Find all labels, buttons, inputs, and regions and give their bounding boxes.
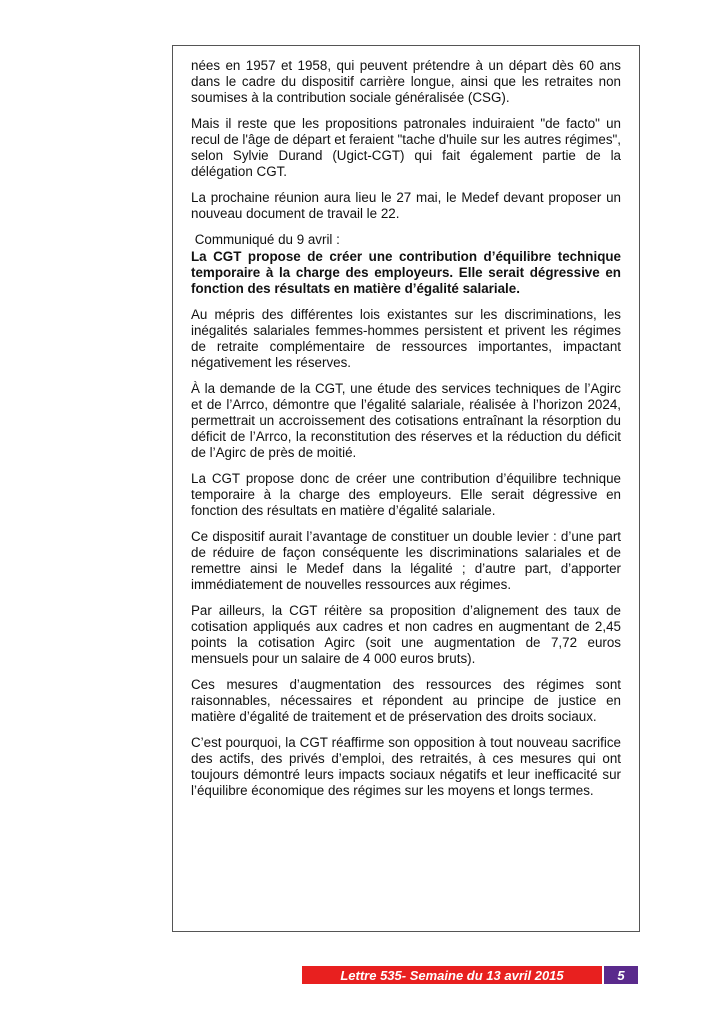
paragraph-continuation: nées en 1957 et 1958, qui peuvent prétendre à un départ dès 60 ans dans le cadre du dispositif carrière longue, ainsi que les retraites non soumises à la contribution sociale généralisée (CSG). [191, 58, 621, 105]
paragraph-measures: Ces mesures d’augmentation des ressources des régimes sont raisonnables, nécessaires et répondent au principe de justice en matière d’égalité de traitement et de préservation des droits sociaux. [191, 677, 621, 724]
footer-title: Lettre 535- Semaine du 13 avril 2015 [302, 966, 602, 984]
paragraph-next-meeting: La prochaine réunion aura lieu le 27 mai, le Medef devant proposer un nouveau document de travail le 22. [191, 190, 621, 221]
paragraph-proposal: La CGT propose donc de créer une contribution d’équilibre technique temporaire à la charge des employeurs. Elle serait dégressive en fonction des résultats en matière d’égalité salariale. [191, 471, 621, 518]
communique-headline: La CGT propose de créer une contribution d’équilibre technique temporaire à la charge des employeurs. Elle serait dégressive en fonction des résultats en matière d’égalité salariale. [191, 249, 621, 296]
paragraph-conclusion: C’est pourquoi, la CGT réaffirme son opposition à tout nouveau sacrifice des actifs, des privés d’emploi, des retraités, à ces mesures qui ont toujours démontré leurs impacts sociaux négatifs et leur inefficacité sur l’équilibre économique des régimes sur les moyens et longs termes. [191, 735, 621, 798]
paragraph-study: À la demande de la CGT, une étude des services techniques de l’Agirc et de l’Arrco, démontre que l’égalité salariale, réalisée à l’horizon 2024, permettrait un accroissement des cotisations entraînant la résorption du déficit de l’Arrco, la reconstitution des réserves et la réduction du déficit de l’Agirc de près de moitié. [191, 381, 621, 460]
paragraph-double-lever: Ce dispositif aurait l’avantage de constituer un double levier : d’une part de réduire de façon conséquente les discriminations salariales et de remettre ainsi le Medef dans la légalité ; d’autre part, d’apporter immédiatement de nouvelles ressources aux régimes. [191, 529, 621, 592]
paragraph-inequalities: Au mépris des différentes lois existantes sur les discriminations, les inégalités salariales femmes-hommes persistent et privent les régimes de retraite complémentaire de ressources importantes, impactant négativement les réserves. [191, 307, 621, 370]
article-frame [172, 45, 640, 932]
page-number: 5 [604, 966, 638, 984]
page-footer [302, 966, 638, 984]
communique-date: Communiqué du 9 avril : [191, 232, 340, 247]
paragraph-alignment: Par ailleurs, la CGT réitère sa proposition d’alignement des taux de cotisation appliqués aux cadres et non cadres en augmentant de 2,45 points la cotisation Agirc (soit une augmentation de 7,72 euros mensuels pour un salaire de 4 000 euros bruts). [191, 603, 621, 666]
paragraph-patronal-proposals: Mais il reste que les propositions patronales induiraient "de facto" un recul de l'âge de départ et feraient "tache d'huile sur les autres régimes", selon Sylvie Durand (Ugict-CGT) qui fait également partie de la délégation CGT. [191, 116, 621, 179]
